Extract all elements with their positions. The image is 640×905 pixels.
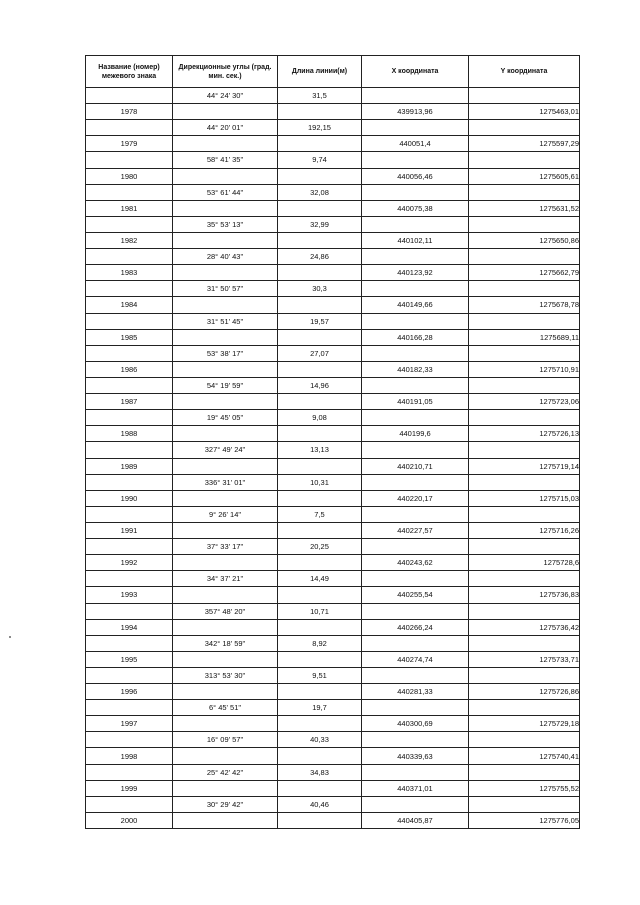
direction-angle-cell: 31° 51' 45" xyxy=(173,313,278,329)
empty-cell xyxy=(278,297,362,313)
empty-cell xyxy=(173,716,278,732)
x-coordinate-cell: 440149,66 xyxy=(362,297,469,313)
direction-angle-cell: 34° 37' 21" xyxy=(173,571,278,587)
y-coordinate-cell: 1275597,29 xyxy=(469,136,580,152)
empty-cell xyxy=(469,184,580,200)
direction-angle-cell: 58° 41' 35" xyxy=(173,152,278,168)
table-row-line xyxy=(86,796,580,812)
direction-angle-cell: 342° 18' 59" xyxy=(173,635,278,651)
table-row-point xyxy=(86,522,580,538)
table-row-point xyxy=(86,684,580,700)
y-coordinate-cell: 1275605,61 xyxy=(469,168,580,184)
empty-cell xyxy=(173,265,278,281)
empty-cell xyxy=(86,281,173,297)
direction-angle-cell: 336° 31' 01" xyxy=(173,474,278,490)
empty-cell xyxy=(469,700,580,716)
table-row-line xyxy=(86,120,580,136)
empty-cell xyxy=(86,442,173,458)
header-x-coordinate: X координата xyxy=(362,56,469,88)
table-row-point xyxy=(86,200,580,216)
empty-cell xyxy=(469,442,580,458)
table-row-line xyxy=(86,152,580,168)
y-coordinate-cell: 1275736,83 xyxy=(469,587,580,603)
empty-cell xyxy=(362,184,469,200)
table-row-point xyxy=(86,104,580,120)
y-coordinate-cell: 1275463,01 xyxy=(469,104,580,120)
x-coordinate-cell: 439913,96 xyxy=(362,104,469,120)
x-coordinate-cell: 440182,33 xyxy=(362,361,469,377)
table-row-point xyxy=(86,394,580,410)
empty-cell xyxy=(173,361,278,377)
y-coordinate-cell: 1275650,86 xyxy=(469,232,580,248)
x-coordinate-cell: 440191,05 xyxy=(362,394,469,410)
line-length-cell: 40,46 xyxy=(278,796,362,812)
empty-cell xyxy=(362,635,469,651)
empty-cell xyxy=(469,120,580,136)
empty-cell xyxy=(362,539,469,555)
direction-angle-cell: 44° 24' 30" xyxy=(173,88,278,104)
empty-cell xyxy=(86,152,173,168)
empty-cell xyxy=(362,700,469,716)
table-row-line xyxy=(86,506,580,522)
empty-cell xyxy=(469,506,580,522)
y-coordinate-cell: 1275689,11 xyxy=(469,329,580,345)
empty-cell xyxy=(86,539,173,555)
mark-name-cell: 1984 xyxy=(86,297,173,313)
direction-angle-cell: 37° 33' 17" xyxy=(173,539,278,555)
line-length-cell: 192,15 xyxy=(278,120,362,136)
empty-cell xyxy=(362,506,469,522)
line-length-cell: 14,96 xyxy=(278,377,362,393)
mark-name-cell: 1986 xyxy=(86,361,173,377)
empty-cell xyxy=(469,764,580,780)
table-row-line xyxy=(86,603,580,619)
table-row-point xyxy=(86,812,580,828)
table-row-line xyxy=(86,216,580,232)
empty-cell xyxy=(362,281,469,297)
x-coordinate-cell: 440220,17 xyxy=(362,490,469,506)
table-row-line xyxy=(86,667,580,683)
empty-cell xyxy=(86,667,173,683)
table-row-point xyxy=(86,426,580,442)
table-row-point xyxy=(86,587,580,603)
empty-cell xyxy=(362,474,469,490)
direction-angle-cell: 31° 50' 57" xyxy=(173,281,278,297)
empty-cell xyxy=(86,732,173,748)
empty-cell xyxy=(278,812,362,828)
y-coordinate-cell: 1275716,26 xyxy=(469,522,580,538)
empty-cell xyxy=(278,232,362,248)
mark-name-cell: 1999 xyxy=(86,780,173,796)
y-coordinate-cell: 1275719,14 xyxy=(469,458,580,474)
empty-cell xyxy=(173,651,278,667)
mark-name-cell: 1982 xyxy=(86,232,173,248)
empty-cell xyxy=(86,249,173,265)
table-row-line xyxy=(86,539,580,555)
line-length-cell: 9,51 xyxy=(278,667,362,683)
table-row-point xyxy=(86,168,580,184)
empty-cell xyxy=(362,120,469,136)
y-coordinate-cell: 1275678,78 xyxy=(469,297,580,313)
line-length-cell: 20,25 xyxy=(278,539,362,555)
empty-cell xyxy=(469,345,580,361)
empty-cell xyxy=(86,184,173,200)
empty-cell xyxy=(469,377,580,393)
empty-cell xyxy=(278,522,362,538)
table-row-line xyxy=(86,474,580,490)
empty-cell xyxy=(362,313,469,329)
empty-cell xyxy=(278,200,362,216)
empty-cell xyxy=(173,522,278,538)
y-coordinate-cell: 1275733,71 xyxy=(469,651,580,667)
empty-cell xyxy=(362,764,469,780)
empty-cell xyxy=(173,619,278,635)
direction-angle-cell: 54° 19' 59" xyxy=(173,377,278,393)
empty-cell xyxy=(86,345,173,361)
mark-name-cell: 1980 xyxy=(86,168,173,184)
empty-cell xyxy=(86,571,173,587)
line-length-cell: 30,3 xyxy=(278,281,362,297)
y-coordinate-cell: 1275715,03 xyxy=(469,490,580,506)
empty-cell xyxy=(86,796,173,812)
mark-name-cell: 1993 xyxy=(86,587,173,603)
x-coordinate-cell: 440123,92 xyxy=(362,265,469,281)
x-coordinate-cell: 440102,11 xyxy=(362,232,469,248)
y-coordinate-cell: 1275755,52 xyxy=(469,780,580,796)
empty-cell xyxy=(86,120,173,136)
mark-name-cell: 1998 xyxy=(86,748,173,764)
empty-cell xyxy=(278,265,362,281)
table-row-line xyxy=(86,345,580,361)
table-row-line xyxy=(86,635,580,651)
y-coordinate-cell: 1275726,86 xyxy=(469,684,580,700)
x-coordinate-cell: 440371,01 xyxy=(362,780,469,796)
empty-cell xyxy=(173,684,278,700)
x-coordinate-cell: 440210,71 xyxy=(362,458,469,474)
empty-cell xyxy=(278,780,362,796)
direction-angle-cell: 327° 49' 24" xyxy=(173,442,278,458)
y-coordinate-cell: 1275723,06 xyxy=(469,394,580,410)
empty-cell xyxy=(86,474,173,490)
y-coordinate-cell: 1275729,18 xyxy=(469,716,580,732)
empty-cell xyxy=(173,329,278,345)
table-row-line xyxy=(86,442,580,458)
empty-cell xyxy=(362,249,469,265)
y-coordinate-cell: 1275728,6 xyxy=(469,555,580,571)
empty-cell xyxy=(173,490,278,506)
x-coordinate-cell: 440075,38 xyxy=(362,200,469,216)
direction-angle-cell: 30° 29' 42" xyxy=(173,796,278,812)
empty-cell xyxy=(362,345,469,361)
table-row-point xyxy=(86,780,580,796)
empty-cell xyxy=(86,313,173,329)
empty-cell xyxy=(173,780,278,796)
table-row-line xyxy=(86,410,580,426)
mark-name-cell: 1997 xyxy=(86,716,173,732)
line-length-cell: 8,92 xyxy=(278,635,362,651)
empty-cell xyxy=(469,539,580,555)
direction-angle-cell: 53° 61' 44" xyxy=(173,184,278,200)
direction-angle-cell: 357° 48' 20" xyxy=(173,603,278,619)
direction-angle-cell: 19° 45' 05" xyxy=(173,410,278,426)
mark-name-cell: 1979 xyxy=(86,136,173,152)
table-row-point xyxy=(86,458,580,474)
direction-angle-cell: 16° 09' 57" xyxy=(173,732,278,748)
direction-angle-cell: 35° 53' 13" xyxy=(173,216,278,232)
x-coordinate-cell: 440281,33 xyxy=(362,684,469,700)
header-mark-name: Название (номер) межевого знака xyxy=(86,56,173,88)
header-line-length: Длина линии(м) xyxy=(278,56,362,88)
table-row-line xyxy=(86,732,580,748)
direction-angle-cell: 9° 26' 14" xyxy=(173,506,278,522)
table-row-point xyxy=(86,361,580,377)
x-coordinate-cell: 440274,74 xyxy=(362,651,469,667)
line-length-cell: 9,08 xyxy=(278,410,362,426)
empty-cell xyxy=(86,603,173,619)
line-length-cell: 19,7 xyxy=(278,700,362,716)
x-coordinate-cell: 440227,57 xyxy=(362,522,469,538)
x-coordinate-cell: 440243,62 xyxy=(362,555,469,571)
empty-cell xyxy=(173,812,278,828)
y-coordinate-cell: 1275726,13 xyxy=(469,426,580,442)
table-row-point xyxy=(86,136,580,152)
coordinates-table xyxy=(85,55,580,829)
empty-cell xyxy=(173,104,278,120)
mark-name-cell: 2000 xyxy=(86,812,173,828)
table-row-line xyxy=(86,700,580,716)
boundary-marks-document xyxy=(85,55,579,829)
empty-cell xyxy=(278,426,362,442)
table-header-row xyxy=(86,56,580,88)
empty-cell xyxy=(469,410,580,426)
mark-name-cell: 1991 xyxy=(86,522,173,538)
y-coordinate-cell: 1275736,42 xyxy=(469,619,580,635)
empty-cell xyxy=(469,796,580,812)
table-row-line xyxy=(86,313,580,329)
empty-cell xyxy=(278,748,362,764)
empty-cell xyxy=(86,700,173,716)
direction-angle-cell: 44° 20' 01" xyxy=(173,120,278,136)
x-coordinate-cell: 440255,54 xyxy=(362,587,469,603)
empty-cell xyxy=(173,297,278,313)
x-coordinate-cell: 440166,28 xyxy=(362,329,469,345)
empty-cell xyxy=(362,88,469,104)
mark-name-cell: 1981 xyxy=(86,200,173,216)
direction-angle-cell: 313° 53' 30" xyxy=(173,667,278,683)
table-row-point xyxy=(86,619,580,635)
direction-angle-cell: 28° 40' 43" xyxy=(173,249,278,265)
empty-cell xyxy=(362,732,469,748)
direction-angle-cell: 6° 45' 51" xyxy=(173,700,278,716)
empty-cell xyxy=(173,555,278,571)
table-row-point xyxy=(86,748,580,764)
empty-cell xyxy=(362,377,469,393)
empty-cell xyxy=(469,249,580,265)
line-length-cell: 34,83 xyxy=(278,764,362,780)
y-coordinate-cell: 1275631,52 xyxy=(469,200,580,216)
table-row-point xyxy=(86,232,580,248)
empty-cell xyxy=(278,168,362,184)
mark-name-cell: 1987 xyxy=(86,394,173,410)
empty-cell xyxy=(278,587,362,603)
line-length-cell: 40,33 xyxy=(278,732,362,748)
empty-cell xyxy=(278,684,362,700)
mark-name-cell: 1989 xyxy=(86,458,173,474)
empty-cell xyxy=(86,377,173,393)
empty-cell xyxy=(173,200,278,216)
x-coordinate-cell: 440199,6 xyxy=(362,426,469,442)
empty-cell xyxy=(86,216,173,232)
table-row-point xyxy=(86,716,580,732)
line-length-cell: 31,5 xyxy=(278,88,362,104)
x-coordinate-cell: 440051,4 xyxy=(362,136,469,152)
line-length-cell: 7,5 xyxy=(278,506,362,522)
empty-cell xyxy=(173,458,278,474)
line-length-cell: 14,49 xyxy=(278,571,362,587)
empty-cell xyxy=(86,635,173,651)
table-row-point xyxy=(86,555,580,571)
line-length-cell: 13,13 xyxy=(278,442,362,458)
empty-cell xyxy=(469,732,580,748)
empty-cell xyxy=(86,764,173,780)
empty-cell xyxy=(278,619,362,635)
table-body xyxy=(86,88,580,829)
x-coordinate-cell: 440405,87 xyxy=(362,812,469,828)
empty-cell xyxy=(362,603,469,619)
empty-cell xyxy=(173,136,278,152)
table-row-point xyxy=(86,297,580,313)
x-coordinate-cell: 440266,24 xyxy=(362,619,469,635)
empty-cell xyxy=(469,281,580,297)
empty-cell xyxy=(469,88,580,104)
empty-cell xyxy=(362,571,469,587)
empty-cell xyxy=(469,152,580,168)
empty-cell xyxy=(362,442,469,458)
empty-cell xyxy=(86,506,173,522)
y-coordinate-cell: 1275740,41 xyxy=(469,748,580,764)
empty-cell xyxy=(469,474,580,490)
empty-cell xyxy=(469,571,580,587)
empty-cell xyxy=(86,88,173,104)
empty-cell xyxy=(278,716,362,732)
mark-name-cell: 1996 xyxy=(86,684,173,700)
empty-cell xyxy=(86,410,173,426)
table-row-line xyxy=(86,377,580,393)
empty-cell xyxy=(469,216,580,232)
empty-cell xyxy=(173,587,278,603)
mark-name-cell: 1994 xyxy=(86,619,173,635)
mark-name-cell: 1992 xyxy=(86,555,173,571)
empty-cell xyxy=(469,635,580,651)
empty-cell xyxy=(469,667,580,683)
empty-cell xyxy=(362,410,469,426)
x-coordinate-cell: 440056,46 xyxy=(362,168,469,184)
empty-cell xyxy=(278,394,362,410)
table-row-line xyxy=(86,571,580,587)
line-length-cell: 27,07 xyxy=(278,345,362,361)
table-row-point xyxy=(86,490,580,506)
line-length-cell: 10,31 xyxy=(278,474,362,490)
mark-name-cell: 1983 xyxy=(86,265,173,281)
scan-speck xyxy=(9,636,11,638)
line-length-cell: 24,86 xyxy=(278,249,362,265)
x-coordinate-cell: 440339,63 xyxy=(362,748,469,764)
x-coordinate-cell: 440300,69 xyxy=(362,716,469,732)
empty-cell xyxy=(362,796,469,812)
empty-cell xyxy=(173,426,278,442)
table-row-line xyxy=(86,764,580,780)
line-length-cell: 9,74 xyxy=(278,152,362,168)
table-row-line xyxy=(86,249,580,265)
empty-cell xyxy=(173,232,278,248)
empty-cell xyxy=(278,651,362,667)
mark-name-cell: 1988 xyxy=(86,426,173,442)
direction-angle-cell: 53° 38' 17" xyxy=(173,345,278,361)
mark-name-cell: 1995 xyxy=(86,651,173,667)
empty-cell xyxy=(278,361,362,377)
table-row-line xyxy=(86,281,580,297)
empty-cell xyxy=(278,136,362,152)
mark-name-cell: 1985 xyxy=(86,329,173,345)
line-length-cell: 32,99 xyxy=(278,216,362,232)
y-coordinate-cell: 1275662,79 xyxy=(469,265,580,281)
y-coordinate-cell: 1275776,05 xyxy=(469,812,580,828)
empty-cell xyxy=(173,168,278,184)
line-length-cell: 32,08 xyxy=(278,184,362,200)
header-y-coordinate: Y координата xyxy=(469,56,580,88)
direction-angle-cell: 25° 42' 42" xyxy=(173,764,278,780)
table-row-line xyxy=(86,184,580,200)
y-coordinate-cell: 1275710,91 xyxy=(469,361,580,377)
empty-cell xyxy=(278,555,362,571)
header-direction-angle: Дирекционные углы (град. мин. сек.) xyxy=(173,56,278,88)
empty-cell xyxy=(173,748,278,764)
line-length-cell: 10,71 xyxy=(278,603,362,619)
table-row-line xyxy=(86,88,580,104)
empty-cell xyxy=(362,667,469,683)
table-row-point xyxy=(86,329,580,345)
empty-cell xyxy=(362,216,469,232)
table-row-point xyxy=(86,651,580,667)
empty-cell xyxy=(469,603,580,619)
table-row-point xyxy=(86,265,580,281)
empty-cell xyxy=(278,490,362,506)
empty-cell xyxy=(362,152,469,168)
mark-name-cell: 1978 xyxy=(86,104,173,120)
empty-cell xyxy=(278,104,362,120)
line-length-cell: 19,57 xyxy=(278,313,362,329)
empty-cell xyxy=(278,458,362,474)
empty-cell xyxy=(278,329,362,345)
mark-name-cell: 1990 xyxy=(86,490,173,506)
empty-cell xyxy=(469,313,580,329)
empty-cell xyxy=(173,394,278,410)
